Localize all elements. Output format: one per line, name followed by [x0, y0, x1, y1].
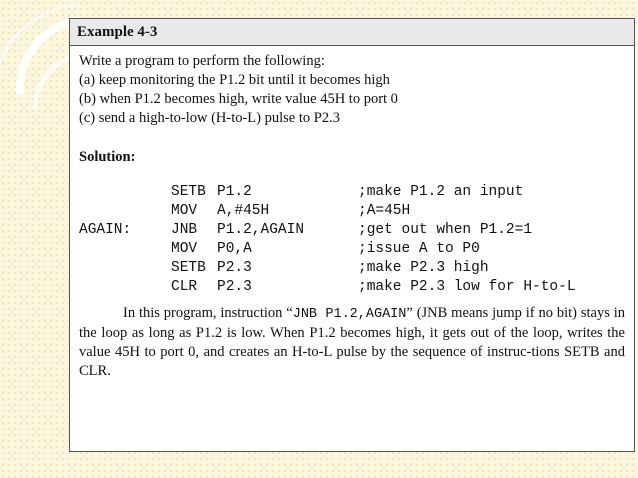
explanation-lead: In this program, instruction “ [123, 305, 293, 321]
code-mnemonic: SETB [171, 184, 206, 200]
task-item: (c) send a high-to-low (H-to-L) pulse to P2.3 [79, 110, 340, 126]
code-comment: ;make P2.3 high [358, 260, 489, 276]
code-operand: P2.3 [217, 279, 252, 295]
code-mnemonic: MOV [171, 241, 198, 257]
intro-text: Write a program to perform the following: [79, 53, 325, 69]
code-comment: ;A=45H [358, 203, 411, 219]
code-operand: P0,A [217, 241, 252, 257]
explanation-rest: ” (JNB means jump if no bit) stays in the loop as long as P1.2 is low. When P1.2 becomes high, it gets out of the loop, writes the value 45H to port 0, and creates an H-to-L pulse by the sequence of instruc-tions SETB and CLR. [79, 305, 626, 379]
code-mnemonic: SETB [171, 260, 206, 276]
code-mnemonic: CLR [171, 279, 198, 295]
code-label: AGAIN: [79, 222, 132, 238]
example-header [70, 19, 634, 46]
code-comment: ;get out when P1.2=1 [358, 222, 533, 238]
code-comment: ;issue A to P0 [358, 241, 480, 257]
code-mnemonic: JNB [171, 222, 198, 238]
example-box [69, 18, 635, 452]
solution-label: Solution: [79, 149, 136, 165]
decorative-arcs [0, 0, 80, 478]
code-operand: P1.2 [217, 184, 252, 200]
explanation-code: JNB P1.2,AGAIN [292, 307, 407, 322]
code-mnemonic: MOV [171, 203, 198, 219]
code-operand: P2.3 [217, 260, 252, 276]
explanation-paragraph [79, 304, 625, 381]
task-item: (b) when P1.2 becomes high, write value 45H to port 0 [79, 91, 398, 107]
code-comment: ;make P1.2 an input [358, 184, 524, 200]
example-title: Example 4-3 [77, 24, 158, 40]
code-operand: A,#45H [217, 203, 270, 219]
task-item: (a) keep monitoring the P1.2 bit until it becomes high [79, 72, 390, 88]
code-operand: P1.2,AGAIN [217, 222, 305, 238]
code-comment: ;make P2.3 low for H-to-L [358, 279, 576, 295]
